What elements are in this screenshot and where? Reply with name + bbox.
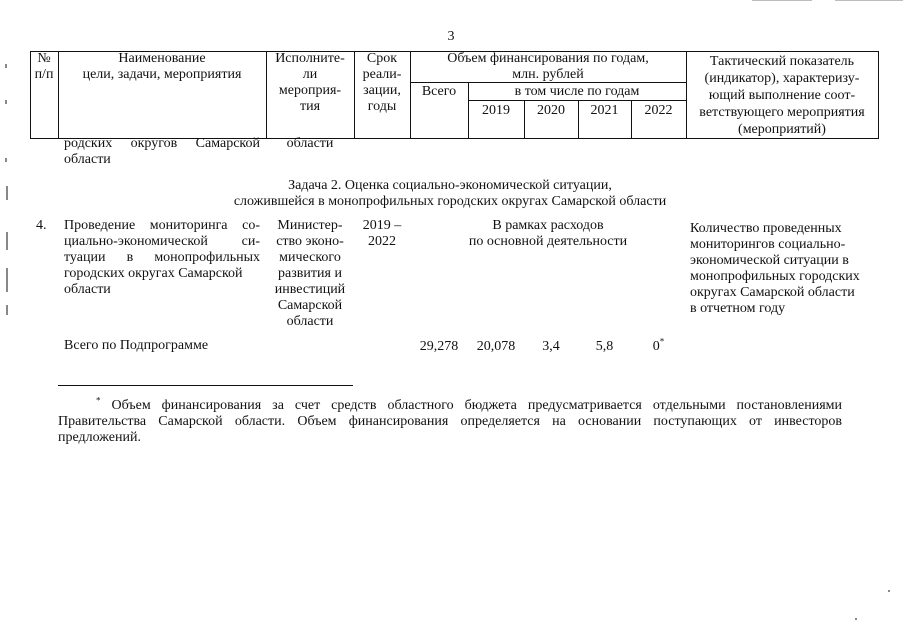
header-subyears: в том числе по годам — [514, 84, 640, 99]
scan-artifact-dot — [5, 100, 7, 104]
scan-artifact-line — [835, 0, 903, 1]
header-name: Наименование цели, задачи, мероприятия — [82, 51, 242, 82]
scan-artifact-dot — [888, 590, 890, 592]
scan-artifact-dot — [6, 268, 8, 292]
task-heading: Задача 2. Оценка социально-экономической ситуации, сложившейся в монопрофильных городских округах Самарской области — [233, 178, 667, 209]
scan-artifact-line — [752, 0, 812, 1]
header-indicator: Тактический показатель (индикатор), характеризу- ющий выполнение соот- ветствующего мероприятия (мероприятий) — [699, 54, 865, 137]
scan-artifact-dot — [5, 64, 7, 68]
total-value: 29,278 — [419, 339, 459, 354]
footnote-marker: * — [659, 336, 665, 347]
page-number: 3 — [447, 29, 455, 44]
total-2022: 0* — [652, 336, 665, 354]
row-executor: Министер- ство эконо- мического развития и инвестиций Самарской области — [274, 218, 346, 329]
row-name: Проведение мониторинга со- циально-экономической си- туации в монопрофильных городских округах Самарской области — [64, 218, 260, 297]
header-year-2021: 2021 — [590, 103, 619, 118]
header-total: Всего — [421, 84, 457, 99]
header-number: № п/п — [34, 51, 54, 82]
header-year-2022: 2022 — [644, 103, 673, 118]
header-finance: Объем финансирования по годам, млн. рублей — [447, 51, 649, 82]
continuation-executor: области — [286, 136, 334, 151]
row-indicator: Количество проведенных мониторингов социально- экономической ситуации в монопрофильных городских округах Самарской области в отчетном году — [690, 221, 860, 316]
footnote-mark: * — [96, 395, 101, 406]
header-term: Срок реали- зации, годы — [362, 51, 402, 114]
total-label: Всего по Подпрограмме — [64, 338, 209, 353]
scan-artifact-dot — [5, 158, 7, 162]
scan-artifact-dot — [6, 186, 8, 200]
total-2021: 5,8 — [595, 339, 614, 354]
footnote: * Объем финансирования за счет средств областного бюджета предусматривается отдельными постановлениями Правительства Самарской области. Объем финансирования определяется на основании поступающих от инвесторов предложений. — [58, 395, 842, 445]
header-year-2019: 2019 — [482, 103, 510, 118]
scan-artifact-dot — [855, 618, 857, 620]
continuation-name: родских округов Самарской области — [64, 136, 260, 167]
scan-artifact-dot — [6, 232, 8, 250]
header-year-2020: 2020 — [537, 103, 565, 118]
total-2020: 3,4 — [542, 339, 560, 354]
header-executor: Исполните- ли мероприя- тия — [275, 51, 345, 114]
total-2019: 20,078 — [476, 339, 516, 354]
footnote-separator — [58, 385, 353, 386]
row-number: 4. — [36, 218, 47, 233]
row-term: 2019 – 2022 — [362, 218, 402, 249]
scan-artifact-dot — [6, 305, 8, 315]
row-finance: В рамках расходов по основной деятельности — [468, 218, 628, 249]
